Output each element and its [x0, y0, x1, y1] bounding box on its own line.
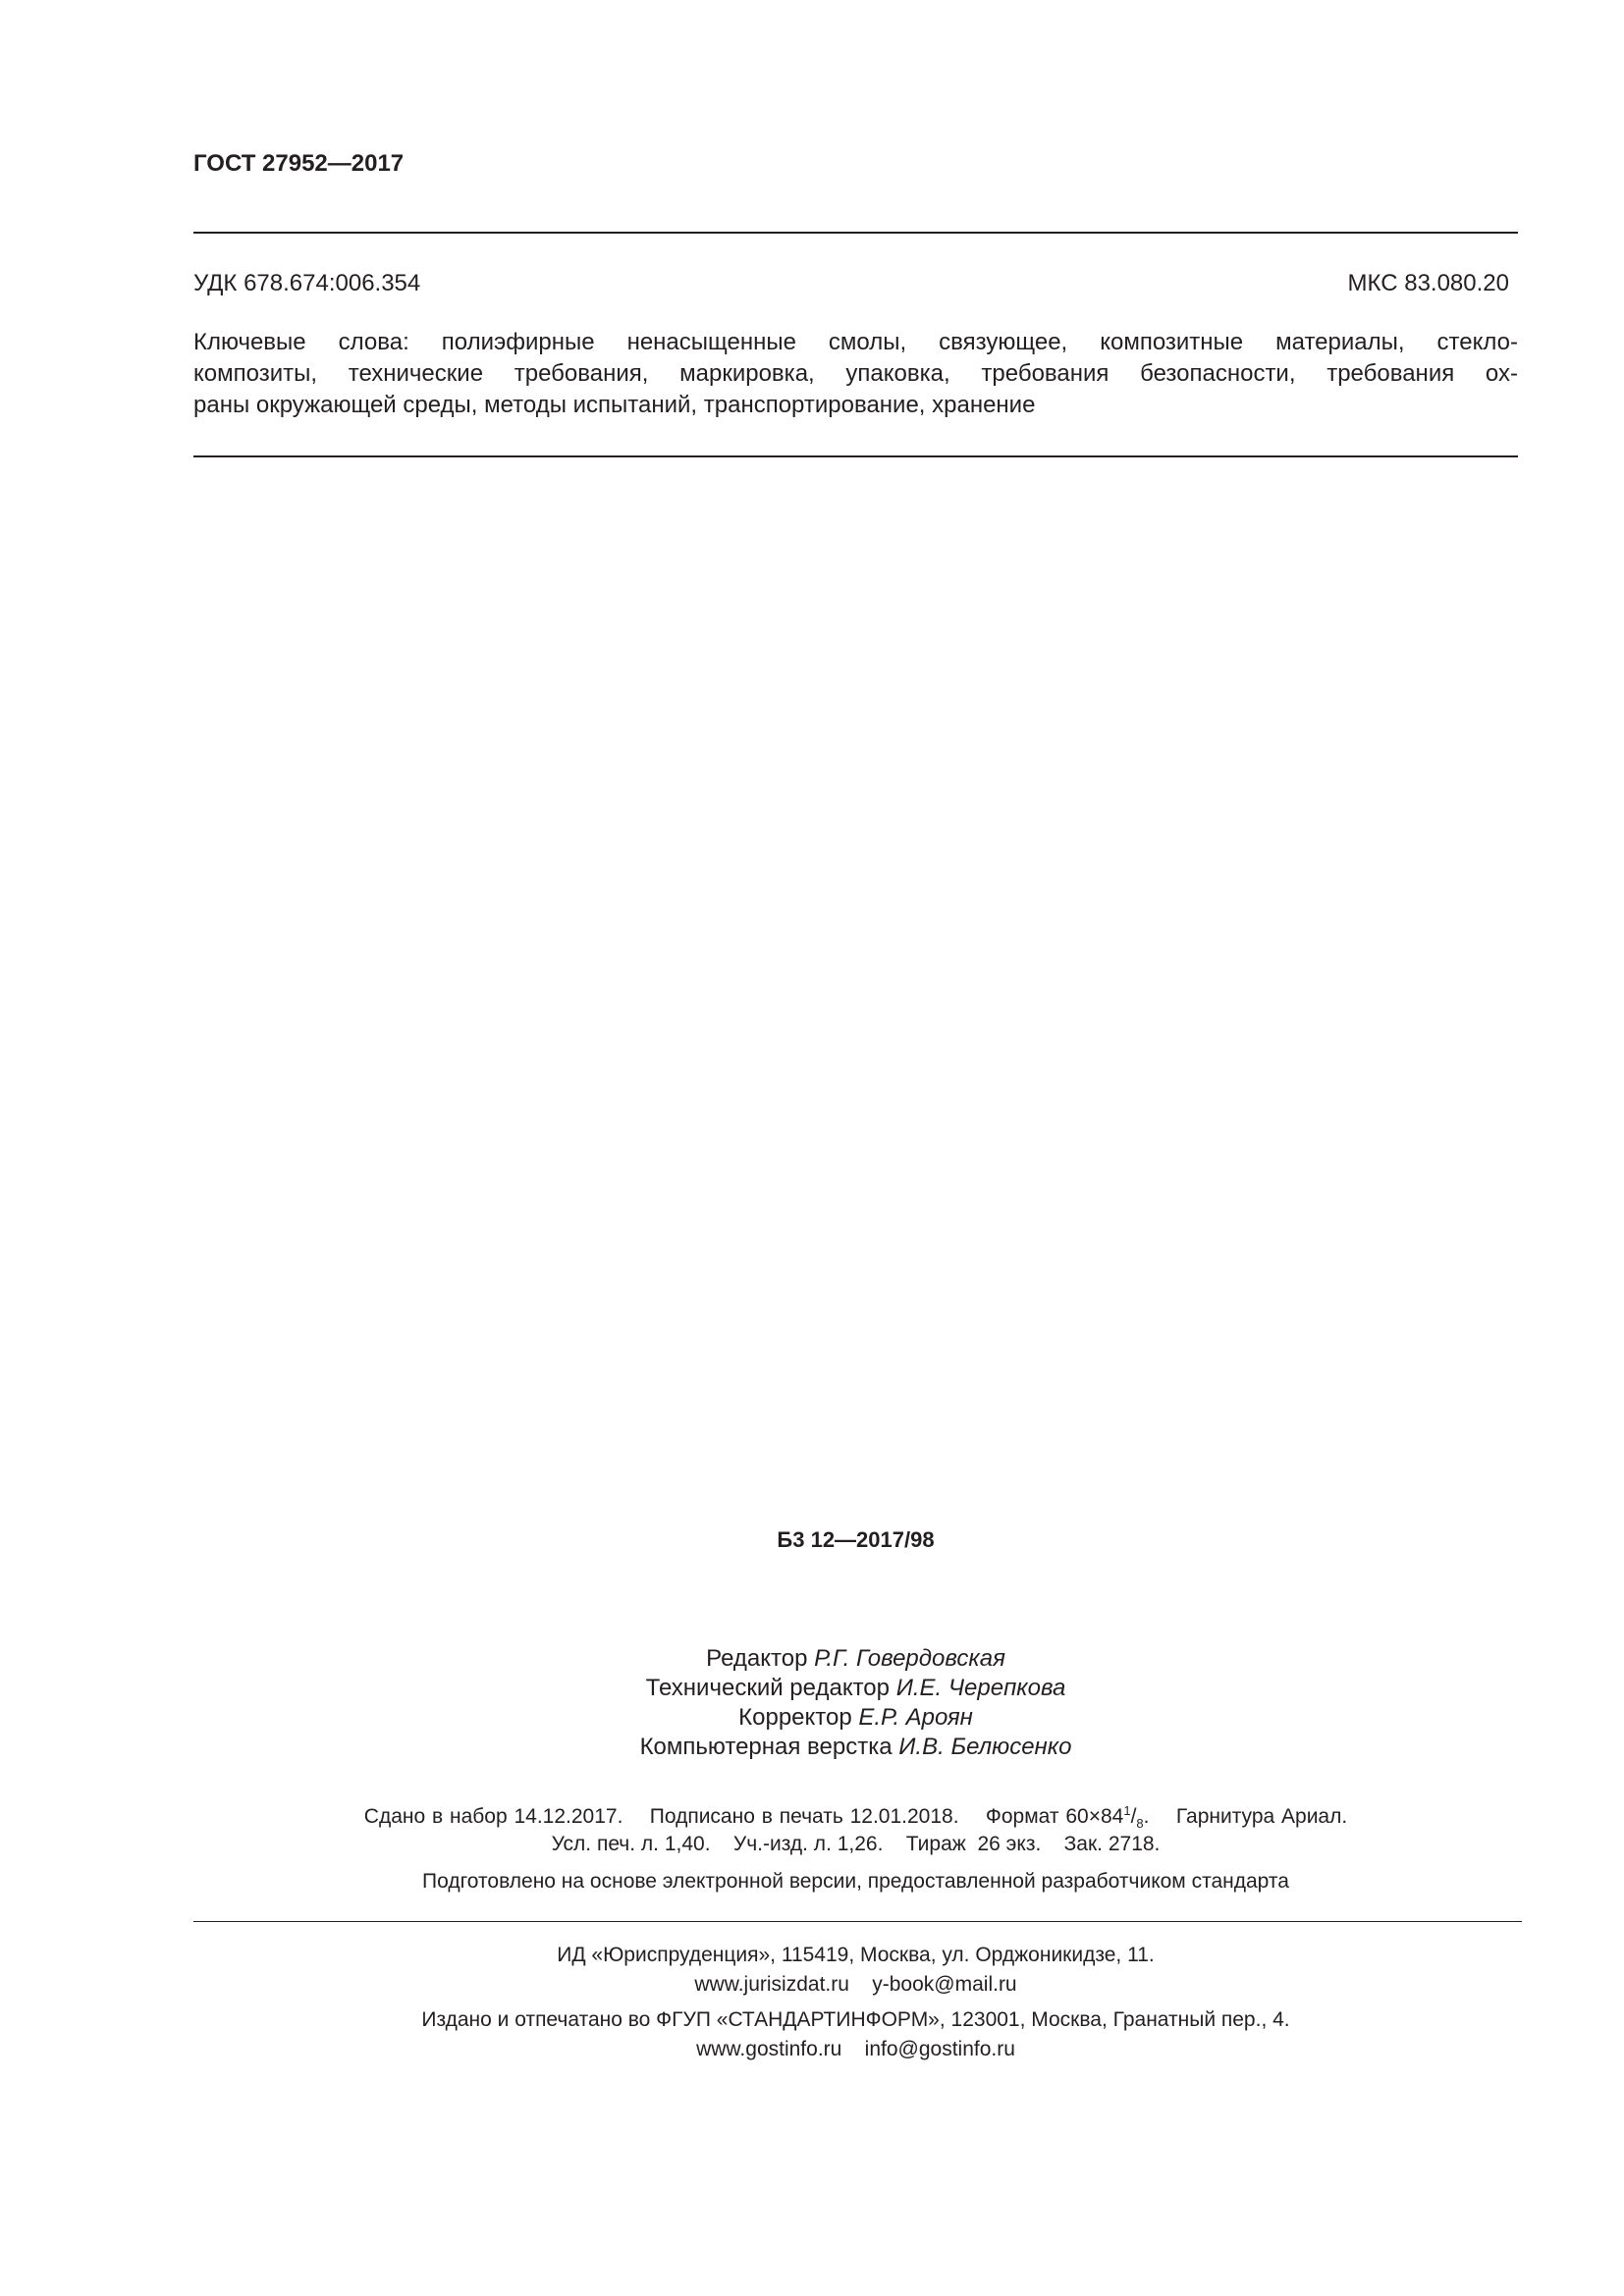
format-prefix: Формат 60×84: [985, 1805, 1124, 1828]
editor-name: И.Е. Черепкова: [895, 1675, 1066, 1701]
mks-code: МКС 83.080.20: [1347, 270, 1509, 296]
editor-role: Компьютерная верстка: [639, 1734, 893, 1760]
format-suffix: .: [1143, 1805, 1150, 1828]
editor-role: Технический редактор: [645, 1675, 891, 1701]
editor-line: [193, 1735, 1518, 1759]
submitted-date: Сдано в набор 14.12.2017.: [363, 1805, 623, 1828]
editor-name: Е.Р. Ароян: [858, 1704, 973, 1731]
keywords-line: Ключевые слова: полиэфирные ненасыщенные смолы, связующее, композитные материалы, стекло-: [193, 329, 1518, 355]
editor-line: [193, 1706, 1518, 1730]
editor-role: Корректор: [738, 1704, 852, 1731]
keywords-divider: [193, 455, 1518, 457]
keywords-line: композиты, технические требования, маркировка, упаковка, требования безопасности, требования ох-: [193, 360, 1518, 387]
top-divider: [193, 232, 1518, 234]
prepared-note: Подготовлено на основе электронной версии, предоставленной разработчиком стандарта: [422, 1870, 1289, 1893]
bz-number: Б3 12—2017/98: [777, 1527, 935, 1552]
format: Формат $60\times 84^1/_8$.: [985, 1803, 1150, 1832]
editor-name: И.В. Белюсенко: [898, 1734, 1072, 1760]
editor-role: Редактор: [706, 1645, 808, 1672]
keywords-line: раны окружающей среды, методы испытаний, транспортирование, хранение: [193, 392, 1036, 418]
publisher2-address: Издано и отпечатано во ФГУП «СТАНДАРТИНФОРМ», 123001, Москва, Гранатный пер., 4.: [421, 2008, 1290, 2031]
editor-line: [193, 1647, 1518, 1671]
typeface: Гарнитура Ариал.: [1175, 1805, 1348, 1828]
print-info-line1: [193, 1804, 1518, 1830]
publisher2-web: www.gostinfo.ru info@gostinfo.ru: [696, 2038, 1015, 2060]
udk-code: УДК 678.674:006.354: [193, 270, 421, 296]
format-numerator: 1: [1123, 1803, 1131, 1818]
standard-number: ГОСТ 27952—2017: [193, 150, 405, 177]
publisher1-address: ИД «Юриспруденция», 115419, Москва, ул. Орджоникидзе, 11.: [557, 1944, 1155, 1966]
publisher-divider: [193, 1921, 1522, 1922]
editor-line: [193, 1677, 1518, 1700]
format-denominator: 8: [1136, 1816, 1144, 1832]
publisher1-web: www.jurisizdat.ru y-book@mail.ru: [694, 1973, 1017, 1996]
keywords: [193, 327, 1518, 421]
signed-date: Подписано в печать 12.01.2018.: [649, 1805, 959, 1828]
editor-name: Р.Г. Говердовская: [814, 1645, 1005, 1672]
print-info-line2: Усл. печ. л. 1,40. Уч.-изд. л. 1,26. Тираж 26 экз. Зак. 2718.: [551, 1833, 1161, 1855]
